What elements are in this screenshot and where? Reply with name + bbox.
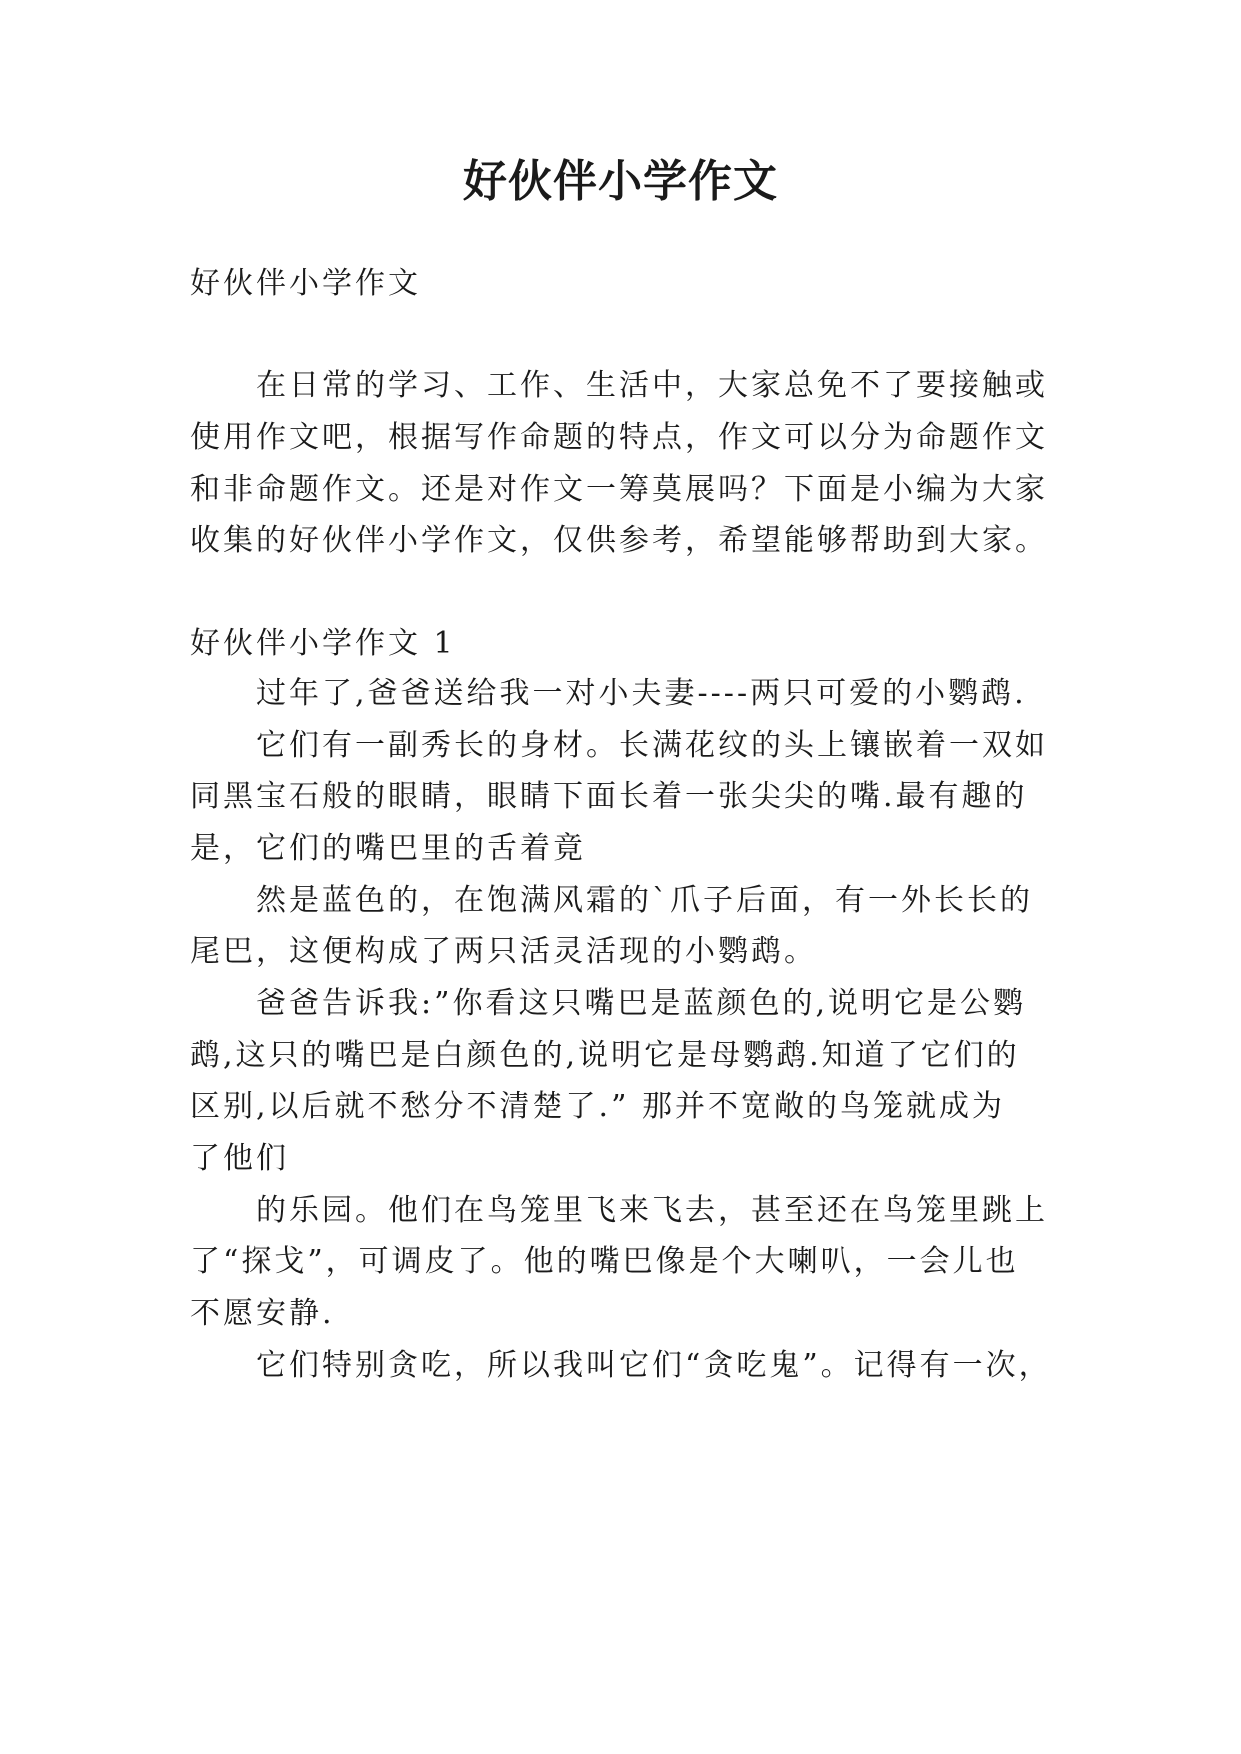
text-line: 鹉,这只的嘴巴是白颜色的,说明它是母鹦鹉.知道了它们的 [190,1038,1020,1073]
text-line: 在日常的学习、工作、生活中，大家总免不了要接触或 [256,368,1048,403]
text-line: 收集的好伙伴小学作文，仅供参考，希望能够帮助到大家。 [190,523,1048,558]
text-line: 然是蓝色的，在饱满风霜的`爪子后面，有一外长长的 [256,883,1033,918]
document-title: 好伙伴小学作文 [463,156,778,207]
document-subtitle: 好伙伴小学作文 [190,266,421,301]
text-line: 它们有一副秀长的身材。长满花纹的头上镶嵌着一双如 [256,728,1048,763]
text-line: 爸爸告诉我:”你看这只嘴巴是蓝颜色的,说明它是公鹦 [256,986,1026,1021]
text-line: 是，它们的嘴巴里的舌着竟 [190,831,586,866]
text-line: 过年了,爸爸送给我一对小夫妻----两只可爱的小鹦鹉. [256,676,1027,711]
text-line: 的乐园。他们在鸟笼里飞来飞去，甚至还在鸟笼里跳上 [256,1193,1048,1228]
text-line: 不愿安静. [190,1296,335,1331]
text-line: 了“探戈”，可调皮了。他的嘴巴像是个大喇叭，一会儿也 [190,1244,1019,1279]
text-line: 同黑宝石般的眼睛，眼睛下面长着一张尖尖的嘴.最有趣的 [190,779,1028,814]
text-line: 尾巴，这便构成了两只活灵活现的小鹦鹉。 [190,934,817,969]
text-line: 了他们 [190,1141,289,1176]
section-heading: 好伙伴小学作文 1 [190,626,456,661]
text-line: 区别,以后就不愁分不清楚了.” 那并不宽敞的鸟笼就成为 [190,1089,1005,1124]
text-line: 它们特别贪吃，所以我叫它们“贪吃鬼”。记得有一次， [256,1348,1052,1383]
text-line: 使用作文吧，根据写作命题的特点，作文可以分为命题作文 [190,420,1048,455]
text-line: 和非命题作文。还是对作文一筹莫展吗？下面是小编为大家 [190,472,1048,507]
